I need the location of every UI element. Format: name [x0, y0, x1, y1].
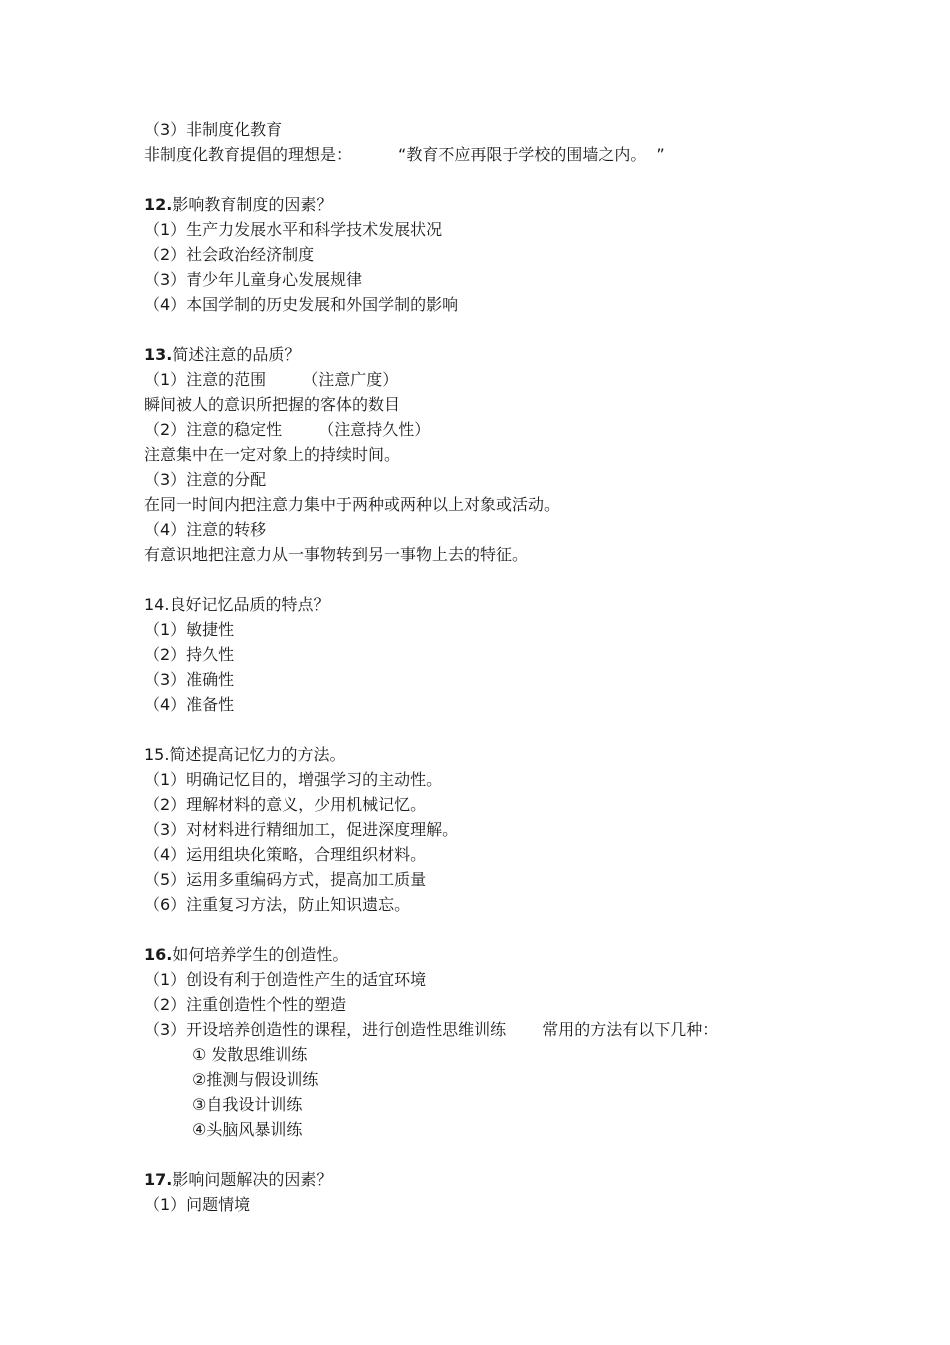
s16-item-1: （1）创设有利于创造性产生的适宜环境 [144, 970, 427, 989]
s16-method-4: ④头脑风暴训练 [192, 1120, 303, 1139]
s15-item-5: （5）运用多重编码方式，提高加工质量 [144, 870, 427, 889]
s13-item-4: （4）注意的转移 [144, 520, 267, 539]
s15-item-4: （4）运用组块化策略，合理组织材料。 [144, 845, 427, 864]
s16-item-3 [144, 1017, 864, 1042]
s11-quote-close: ” [656, 145, 665, 164]
s13-num: 13. [144, 345, 173, 364]
s11-ideal-label: 非制度化教育提倡的理想是： [144, 145, 353, 164]
s13-item-4-desc: 有意识地把注意力从一事物转到另一事物上去的特征。 [144, 545, 529, 564]
s13-item-1-note: （注意广度） [302, 370, 399, 389]
s17-heading [144, 1167, 864, 1192]
s16-heading [144, 942, 864, 967]
s16-method-2: ②推测与假设训练 [192, 1070, 319, 1089]
s11-quote-open: “ [398, 145, 407, 164]
s17-title: 影响问题解决的因素？ [172, 1170, 333, 1189]
s13-item-1-desc: 瞬间被人的意识所把握的客体的数目 [144, 395, 401, 414]
s14-item-2: （2）持久性 [144, 645, 235, 664]
s12-item-3: （3）青少年儿童身心发展规律 [144, 270, 363, 289]
s14-item-4: （4）准备性 [144, 695, 235, 714]
s16-method-1: ① 发散思维训练 [192, 1045, 308, 1064]
s13-item-1 [144, 367, 864, 392]
s11-quote-text: 教育不应再限于学校的围墙之内。 [406, 145, 639, 164]
s12-num: 12. [144, 195, 173, 214]
s12-title: 影响教育制度的因素？ [172, 195, 333, 214]
s13-item-2-note: （注意持久性） [318, 420, 431, 439]
s13-item-3-desc: 在同一时间内把注意力集中于两种或两种以上对象或活动。 [144, 495, 561, 514]
s11-ideal-line [144, 142, 864, 167]
s12-heading [144, 192, 864, 217]
s16-item-3-main: （3）开设培养创造性的课程，进行创造性思维训练 [144, 1020, 507, 1039]
s14-item-3: （3）准确性 [144, 670, 235, 689]
s15-item-1: （1）明确记忆目的，增强学习的主动性。 [144, 770, 443, 789]
s13-item-2-desc: 注意集中在一定对象上的持续时间。 [144, 445, 401, 464]
s17-item-1: （1）问题情境 [144, 1195, 251, 1214]
s16-item-3-tail: 常用的方法有以下几种： [542, 1020, 719, 1039]
s16-title: 如何培养学生的创造性。 [172, 945, 349, 964]
s15-item-6: （6）注重复习方法，防止知识遗忘。 [144, 895, 411, 914]
s16-num: 16. [144, 945, 173, 964]
s11-item-3: （3）非制度化教育 [144, 120, 283, 139]
s13-item-3: （3）注意的分配 [144, 470, 267, 489]
s13-title: 简述注意的品质？ [172, 345, 301, 364]
s16-method-3: ③自我设计训练 [192, 1095, 303, 1114]
s15-item-2: （2）理解材料的意义，少用机械记忆。 [144, 795, 427, 814]
s12-item-1: （1）生产力发展水平和科学技术发展状况 [144, 220, 443, 239]
s14-heading: 14.良好记忆品质的特点？ [144, 595, 330, 614]
s13-heading [144, 342, 864, 367]
s15-item-3: （3）对材料进行精细加工，促进深度理解。 [144, 820, 459, 839]
s12-item-2: （2）社会政治经济制度 [144, 245, 315, 264]
s13-item-2-label: （2）注意的稳定性 [144, 420, 283, 439]
document-page [144, 117, 864, 1217]
s14-item-1: （1）敏捷性 [144, 620, 235, 639]
s13-item-1-label: （1）注意的范围 [144, 370, 267, 389]
s12-item-4: （4）本国学制的历史发展和外国学制的影响 [144, 295, 459, 314]
s16-item-2: （2）注重创造性个性的塑造 [144, 995, 347, 1014]
s15-heading: 15.简述提高记忆力的方法。 [144, 745, 346, 764]
s17-num: 17. [144, 1170, 173, 1189]
s13-item-2 [144, 417, 864, 442]
